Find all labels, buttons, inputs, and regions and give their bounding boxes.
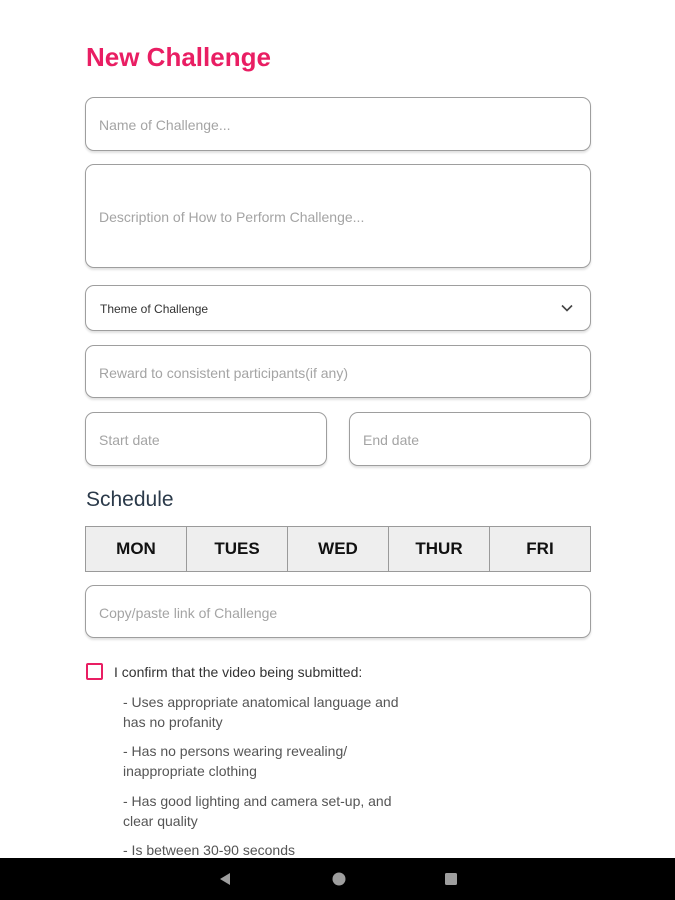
confirm-rule-item: - Uses appropriate anatomical language and has no profanity [123,694,399,730]
day-button-tues[interactable]: TUES [187,527,288,571]
confirm-rule-item: - Has good lighting and camera set-up, and clear quality [123,793,392,829]
challenge-description-placeholder: Description of How to Perform Challenge... [99,209,365,225]
chevron-down-icon [560,301,574,315]
confirm-label: I confirm that the video being submitted: [114,664,363,680]
reward-placeholder: Reward to consistent participants(if any) [99,365,348,381]
start-date-placeholder: Start date [99,432,160,448]
schedule-day-selector [85,526,591,572]
page-title: New Challenge [86,42,271,72]
end-date-input[interactable] [349,412,591,466]
back-triangle-icon[interactable] [217,871,233,887]
home-circle-icon[interactable] [331,871,347,887]
start-date-input[interactable] [85,412,327,466]
confirm-rule-item: - Is between 30-90 seconds [123,842,295,858]
challenge-description-textarea[interactable] [85,164,591,268]
reward-input[interactable] [85,345,591,398]
challenge-link-placeholder: Copy/paste link of Challenge [99,605,278,621]
theme-select-value: Theme of Challenge [100,302,209,316]
day-button-fri[interactable]: FRI [526,539,554,558]
challenge-name-input[interactable] [85,97,591,151]
end-date-placeholder: End date [363,432,420,448]
schedule-label: Schedule [86,488,174,511]
recent-square-icon[interactable] [443,871,459,887]
day-button-mon[interactable]: MON [86,527,187,571]
day-button-wed[interactable]: WED [288,527,389,571]
day-button-thur[interactable]: THUR [389,527,490,571]
challenge-link-input[interactable] [85,585,591,638]
challenge-name-placeholder: Name of Challenge... [99,117,231,133]
theme-select[interactable] [85,285,591,331]
confirm-rule-item: - Has no persons wearing revealing/ inappropriate clothing [123,743,348,779]
confirm-checkbox[interactable] [86,663,103,680]
system-navigation-bar [0,858,675,900]
